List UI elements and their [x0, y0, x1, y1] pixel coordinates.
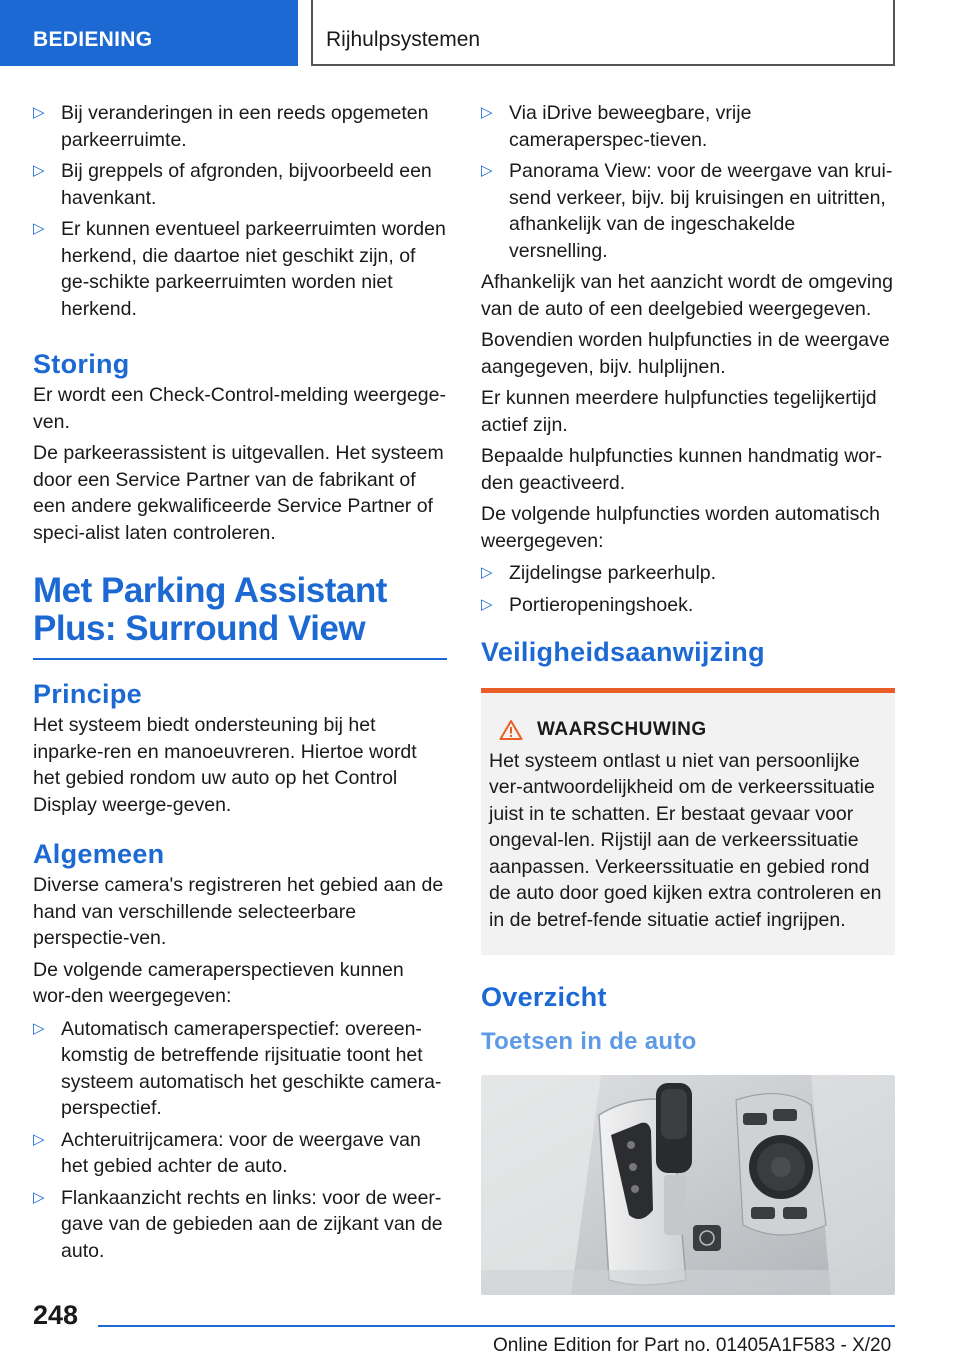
warning-triangle-icon	[499, 719, 523, 741]
algemeen-paragraph-1: Diverse camera's registreren het gebied aan de hand van verschillende selecteerbare perspectie-ven.	[33, 874, 444, 949]
bullet-triangle-icon: ▷	[33, 1188, 45, 1206]
principe-heading: Principe	[33, 679, 142, 709]
bullet-triangle-icon: ▷	[33, 220, 45, 237]
bullet-triangle-icon: ▷	[33, 104, 45, 121]
list-item: ▷ Achteruitrijcamera: voor de weergave van het gebied achter de auto.	[33, 1128, 421, 1177]
paragraph: Bovendien worden hulpfuncties in de weergave aangegeven, bijv. hulplijnen.	[481, 329, 890, 378]
right-column	[481, 100, 895, 1295]
center-console-photo	[481, 1075, 895, 1295]
warning-title: WAARSCHUWING	[537, 719, 707, 740]
algemeen-paragraph-2: De volgende cameraperspectieven kunnen wor-den weergegeven:	[33, 958, 404, 1007]
camera-bullet-list	[33, 1016, 447, 1265]
algemeen-heading: Algemeen	[33, 839, 165, 869]
storing-paragraph-1: Er wordt een Check-Control-melding weergege-ven.	[33, 384, 446, 433]
bullet-triangle-icon: ▷	[481, 564, 493, 581]
warning-body: Het systeem ontlast u niet van persoonlijke ver-antwoordelijkheid om de verkeerssituatie juist in te schatten. Er bestaat gevaar voor ongeval-len. Rijstijl aan de verkeerssituatie aanpassen. Verkeerssituatie en gebied rond de auto door goed kijken extra controleren en in de betref-fende situatie actief ingrijpen.	[489, 749, 882, 931]
bullet-triangle-icon: ▷	[33, 1019, 45, 1037]
toetsen-heading: Toetsen in de auto	[481, 1028, 697, 1055]
paragraph: De volgende hulpfuncties worden automatisch weergegeven:	[481, 503, 880, 552]
footer-divider	[98, 1325, 895, 1327]
section-label: BEDIENING	[33, 28, 153, 51]
warning-header	[499, 717, 887, 744]
warning-box	[481, 688, 895, 955]
paragraph: Er kunnen meerdere hulpfuncties tegelijkertijd actief zijn.	[481, 387, 877, 436]
bullet-triangle-icon: ▷	[33, 1130, 45, 1148]
main-heading: Met Parking Assistant Plus: Surround View	[33, 571, 387, 648]
storing-paragraph-2: De parkeerassistent is uitgevallen. Het systeem door een Service Partner van de fabrikant of een andere gekwalificeerde Service Partner of speci-alist laten controleren.	[33, 442, 444, 544]
page-number: 248	[33, 1300, 79, 1330]
list-item: ▷ Flankaanzicht rechts en links: voor de weer-gave van de gebieden aan de zijkant van de auto.	[33, 1186, 443, 1262]
bullet-triangle-icon: ▷	[33, 162, 45, 179]
bullet-triangle-icon: ▷	[481, 595, 493, 613]
overzicht-heading: Overzicht	[481, 982, 607, 1012]
list-item: ▷ Er kunnen eventueel parkeerruimten worden herkend, die daartoe niet geschikt zijn, of ge-schikte parkeerruimten worden niet herkend.	[33, 218, 446, 320]
list-item: ▷ Portieropeningshoek.	[481, 592, 895, 619]
veiligheid-heading: Veiligheidsaanwijzing	[481, 637, 765, 667]
page-header	[0, 0, 960, 66]
list-item: ▷ Bij veranderingen in een reeds opgemeten parkeerruimte.	[33, 102, 429, 151]
bullet-triangle-icon: ▷	[481, 104, 493, 121]
paragraph: Bepaalde hulpfuncties kunnen handmatig wor-den geactiveerd.	[481, 445, 883, 494]
list-item: ▷ Automatisch cameraperspectief: overeen-komstig de betreffende rijsituatie toont het systeem automatisch het geschikte camera-perspectief.	[33, 1017, 442, 1119]
perspective-bullet-list	[481, 100, 895, 264]
paragraph: Afhankelijk van het aanzicht wordt de omgeving van de auto of een deelgebied weergegeven.	[481, 271, 893, 320]
heading-divider	[33, 658, 447, 660]
list-item: ▷ Bij greppels of afgronden, bijvoorbeeld een havenkant.	[33, 160, 432, 209]
principe-paragraph: Het systeem biedt ondersteuning bij het inparke-ren en manoeuvreren. Hiertoe wordt het gebied rondom uw auto op het Control Display weerge-geven.	[33, 714, 417, 816]
chapter-label: Rijhulpsystemen	[326, 28, 481, 51]
section-tab	[0, 0, 298, 66]
intro-bullet-list	[33, 100, 447, 322]
chapter-box	[311, 0, 895, 66]
list-item: ▷ Via iDrive beweegbare, vrije cameraperspec-tieven.	[481, 102, 752, 151]
list-item: ▷ Zijdelingse parkeerhulp.	[481, 560, 895, 587]
edition-label: Online Edition for Part no. 01405A1F583 - X/20	[493, 1335, 892, 1356]
storing-heading: Storing	[33, 349, 130, 379]
helper-bullet-list	[481, 560, 895, 618]
left-column	[33, 100, 447, 1269]
list-item: ▷ Panorama View: voor de weergave van krui-send verkeer, bijv. bij kruisingen en uitritten, afhankelijk van de ingeschakelde versnelling.	[481, 160, 893, 262]
bullet-triangle-icon: ▷	[481, 162, 493, 179]
